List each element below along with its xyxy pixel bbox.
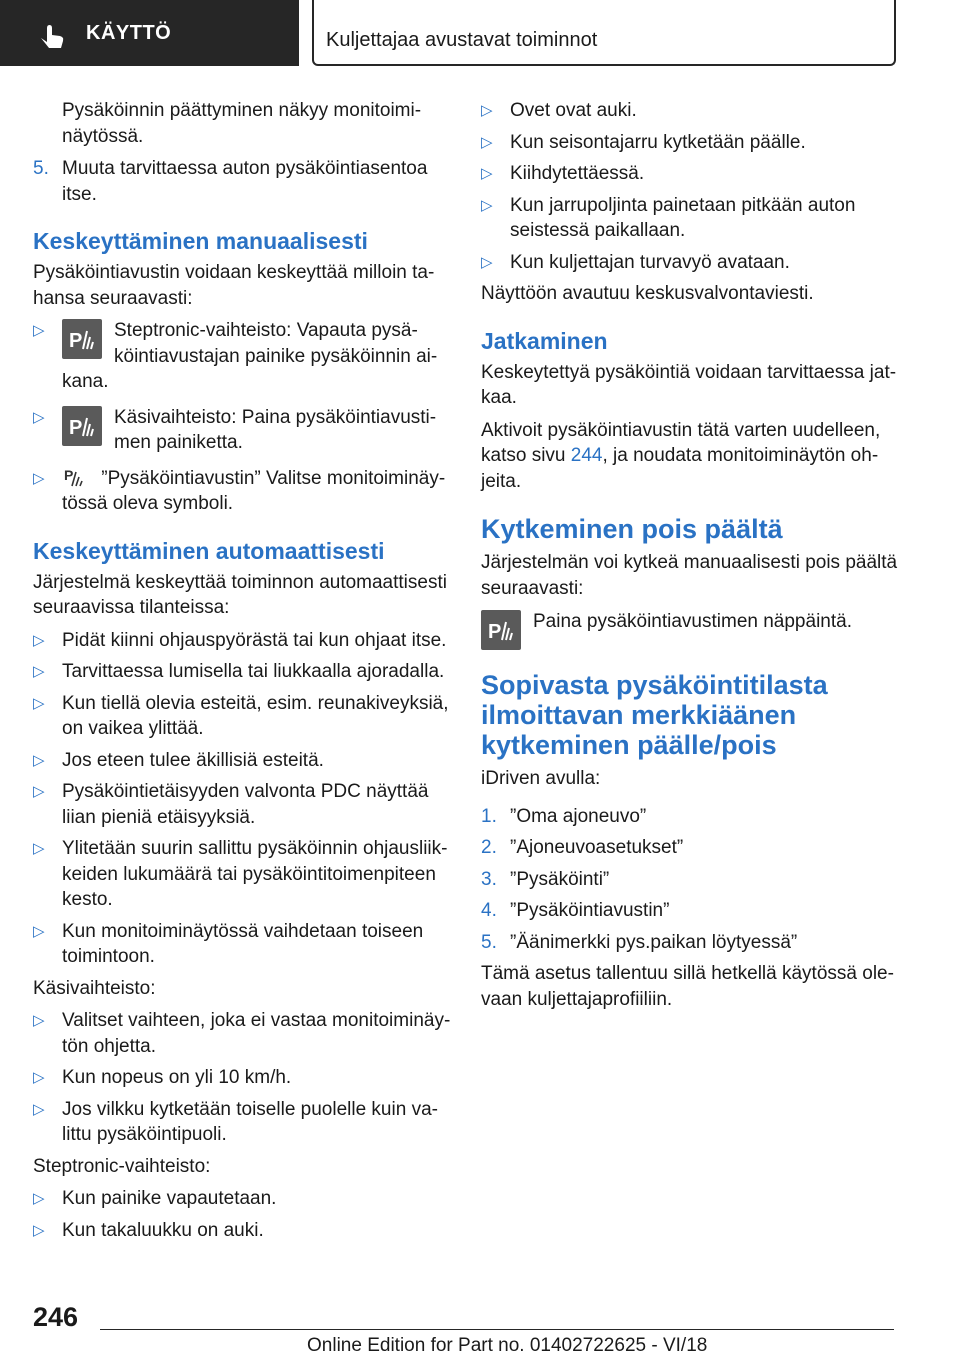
auto-list: [33, 628, 451, 970]
step-text: ”Ajoneuvoasetukset”: [510, 837, 684, 858]
triangle-bullet-icon: ▷: [481, 165, 493, 182]
triangle-bullet-icon: ▷: [481, 196, 493, 214]
heading-manual-stop: Keskeyttäminen manuaalisesti: [33, 228, 368, 254]
list-item: [481, 161, 901, 187]
park-assist-symbol-icon: [62, 466, 90, 488]
park-assist-button-icon: [481, 610, 521, 650]
list-item: [33, 1218, 451, 1244]
list-item: [481, 250, 901, 276]
left-column: [33, 98, 451, 1249]
step-number: 5.: [481, 931, 497, 953]
list-item-text: Kun monitoiminäytössä vaihdetaan toiseen toimintoon.: [62, 920, 424, 967]
steptronic-list: [33, 1186, 451, 1243]
chapter-tab: [312, 0, 896, 66]
right-column: [481, 98, 901, 1019]
list-item-text: Steptronic-vaihteisto: Vapauta pysäköintiavustajan painike pysäköinnin aikana.: [62, 320, 438, 392]
list-item: [481, 130, 901, 156]
section-label: KÄYTTÖ: [86, 22, 172, 44]
list-item: [33, 405, 451, 456]
page-reference-link[interactable]: 244: [570, 445, 603, 466]
list-item: [33, 919, 451, 970]
switch-off-text: Paina pysäköintiavustimen näppäintä.: [533, 611, 852, 632]
numbered-step: [481, 867, 901, 893]
triangle-bullet-icon: ▷: [481, 102, 493, 119]
step-text: ”Oma ajoneuvo”: [510, 805, 647, 827]
switch-off-instruction: [481, 609, 901, 650]
section-tab: [0, 0, 299, 66]
triangle-bullet-icon: ▷: [33, 1012, 45, 1029]
list-item: [33, 1008, 451, 1059]
continued-list: [481, 98, 901, 275]
triangle-bullet-icon: ▷: [33, 922, 45, 940]
list-item-text: Kun takaluukku on auki.: [62, 1219, 264, 1241]
list-item: [33, 318, 451, 395]
numbered-step: [33, 156, 451, 207]
manual-gear-label: Käsivaihteisto:: [33, 977, 156, 999]
triangle-bullet-icon: ▷: [33, 322, 45, 339]
park-assist-button-icon: [62, 406, 102, 446]
list-item: [481, 193, 901, 244]
step-text: ”Äänimerkki pys.paikan löytyessä”: [510, 931, 798, 953]
steptronic-label: Steptronic-vaihteisto:: [33, 1155, 211, 1177]
list-item-text: Kun seisontajarru kytketään päälle.: [510, 131, 806, 153]
list-item: [33, 691, 451, 742]
pointing-hand-icon: [38, 24, 66, 50]
heading-signal-tone: Sopivasta pysäköintitilasta ilmoittavan merkkiäänen kytkeminen päälle/pois: [481, 670, 828, 760]
signal-intro: iDriven avulla:: [481, 768, 601, 789]
triangle-bullet-icon: ▷: [33, 751, 45, 769]
park-assist-button-icon: [62, 319, 102, 359]
list-item-text: Jos eteen tulee äkillisiä esteitä.: [62, 749, 324, 771]
list-item-text: Kiihdytettäessä.: [510, 163, 645, 184]
page-header: [0, 0, 960, 66]
step-number: 1.: [481, 805, 497, 827]
list-item: [33, 1065, 451, 1091]
triangle-bullet-icon: ▷: [33, 1221, 45, 1239]
step-number: 4.: [481, 900, 497, 921]
list-item-text: Pysäköintietäisyyden valvonta PDC näyttää liian pieniä etäisyyksiä.: [62, 781, 429, 828]
numbered-step: [481, 898, 901, 924]
svg-text:P: P: [69, 416, 83, 438]
svg-text:P: P: [69, 330, 83, 351]
numbered-step: [481, 835, 901, 861]
manual-gear-list: [33, 1008, 451, 1148]
chapter-title: Kuljettajaa avustavat toiminnot: [326, 29, 598, 51]
signal-note: Tämä asetus tallentuu sillä hetkellä käytössä olevaan kuljettajaprofiiliin.: [481, 963, 894, 1010]
list-item: [481, 98, 901, 124]
resume-paragraph-2: [481, 418, 901, 495]
triangle-bullet-icon: ▷: [33, 1100, 45, 1118]
list-item-text: Ovet ovat auki.: [510, 100, 637, 121]
list-item-text: Kun nopeus on yli 10 km/h.: [62, 1067, 292, 1088]
triangle-bullet-icon: ▷: [33, 694, 45, 712]
triangle-bullet-icon: ▷: [33, 408, 45, 426]
list-item-text: Kun jarrupoljinta painetaan pitkään auton seistessä paikallaan.: [510, 194, 856, 241]
step-number: 2.: [481, 837, 497, 858]
list-item: [33, 1186, 451, 1212]
list-item: [33, 1097, 451, 1148]
list-item-text: Jos vilkku kytketään toiselle puolelle kuin valittu pysäköintipuoli.: [62, 1098, 438, 1145]
edition-text: Online Edition for Part no. 01402722625 - VI/18: [307, 1335, 708, 1356]
list-item-text: Kun tiellä olevia esteitä, esim. reunakiveyksiä, on vaikea ylittää.: [62, 692, 449, 739]
triangle-bullet-icon: ▷: [33, 840, 45, 857]
list-item-text: Kun kuljettajan turvavyö avataan.: [510, 251, 790, 273]
signal-steps: [481, 804, 901, 956]
resume-paragraph-1: Keskeytettyä pysäköintiä voidaan tarvittaessa jatkaa.: [481, 361, 897, 408]
triangle-bullet-icon: ▷: [33, 783, 45, 800]
step-text: Muuta tarvittaessa auton pysäköintiasentoa itse.: [62, 158, 428, 205]
switch-off-intro: Järjestelmän voi kytkeä manuaalisesti pois päältä seuraavasti:: [481, 552, 898, 599]
step-text: ”Pysäköintiavustin”: [510, 900, 670, 921]
page-number: 246: [33, 1302, 79, 1332]
list-item: [33, 659, 451, 685]
step-number: 3.: [481, 868, 497, 890]
list-item-text: Kun painike vapautetaan.: [62, 1188, 277, 1209]
list-item-text: Ylitetään suurin sallittu pysäköinnin ohjausliikkeiden lukumäärä tai pysäköintitoimenpiteen kesto.: [62, 838, 448, 910]
numbered-step: [481, 804, 901, 830]
list-item: [33, 466, 451, 517]
list-item: [33, 779, 451, 830]
svg-text:P: P: [488, 621, 502, 642]
heading-switch-off: Kytkeminen pois päältä: [481, 514, 783, 544]
list-item-text: Tarvittaessa lumisella tai liukkaalla ajoradalla.: [62, 661, 445, 682]
step-text: ”Pysäköinti”: [510, 868, 610, 890]
triangle-bullet-icon: ▷: [33, 663, 45, 680]
svg-text:P: P: [64, 466, 74, 483]
list-item-text: Valitset vaihteen, joka ei vastaa monitoiminäytön ohjetta.: [62, 1010, 451, 1057]
manual-intro: Pysäköintiavustin voidaan keskeyttää milloin tahansa seuraavasti:: [33, 262, 435, 309]
list-item: [33, 836, 451, 913]
triangle-bullet-icon: ▷: [33, 1069, 45, 1086]
list-item-text: Käsivaihteisto: Paina pysäköintiavustimen painiketta.: [114, 406, 437, 453]
triangle-bullet-icon: ▷: [481, 253, 493, 271]
resume-text-a: Aktivoit pysäköintiavustin tätä varten uudelleen, katso sivu: [481, 419, 881, 466]
auto-intro: Järjestelmä keskeyttää toiminnon automaattisesti seuraavissa tilanteissa:: [33, 571, 447, 618]
resume-text-b: , ja noudata monitoiminäytön ohjeita.: [481, 445, 879, 492]
heading-auto-stop: Keskeyttäminen automaattisesti: [33, 537, 385, 564]
list-item: [33, 748, 451, 774]
triangle-bullet-icon: ▷: [33, 631, 45, 649]
numbered-step: [481, 930, 901, 956]
intro-paragraph: Pysäköinnin päättyminen näkyy monitoiminäytössä.: [62, 100, 422, 147]
footer-divider: [100, 1329, 894, 1330]
triangle-bullet-icon: ▷: [33, 1190, 45, 1207]
triangle-bullet-icon: ▷: [33, 469, 45, 487]
list-item-text: ”Pysäköintiavustin” Valitse monitoiminäytössä oleva symboli.: [62, 467, 446, 514]
central-message-note: Näyttöön avautuu keskusvalvontaviesti.: [481, 283, 814, 304]
triangle-bullet-icon: ▷: [481, 133, 493, 151]
step-number: 5.: [33, 158, 49, 179]
heading-resume: Jatkaminen: [481, 327, 608, 354]
list-item: [33, 628, 451, 654]
list-item-text: Pidät kiinni ohjauspyörästä tai kun ohjaat itse.: [62, 629, 447, 651]
